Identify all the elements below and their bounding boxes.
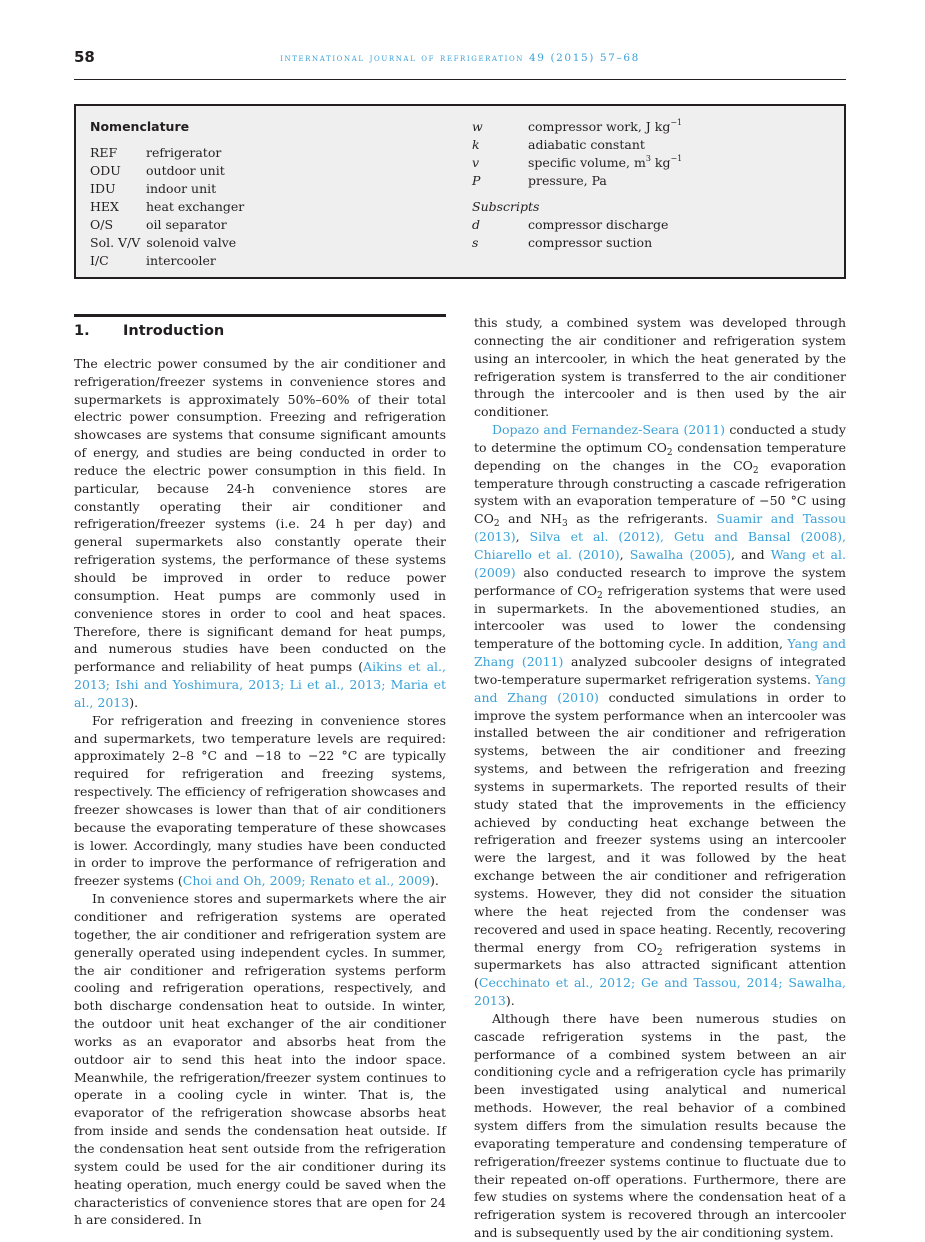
running-head: international journal of refrigeration 49 (2015) 57–68 <box>280 52 640 64</box>
nomenclature-symbol: w <box>472 119 483 134</box>
nomenclature-entry <box>472 234 832 252</box>
paragraph: Dopazo and Fernandez-Seara (2011) conducted a study to determine the optimum $CO_2$ condensation temperature depending on the changes in the $CO_2$ evaporation temperature through constructing a cascade refrigeration system with an evaporation temperature of −50 °C using $CO_2$ and $NH_3$ as the refrigerants. Suamir and Tassou (2013), Silva et al. (2012), Getu and Bansal (2008), Chiarello et al. (2010), Sawalha (2005), and Wang et al. (2009) also conducted research to improve the system performance of $CO_2$ refrigeration systems that were used in supermarkets. In the abovementioned studies, an intercooler was used to lower the condensing temperature of the bottoming cycle. In addition, Yang and Zhang (2011) analyzed subcooler designs of integrated two-temperature supermarket refrigeration systems. Yang and Zhang (2010) conducted simulations in order to improve the system performance when an intercooler was installed between the air conditioner and refrigeration systems, between the air conditioner and freezing systems, and between the refrigeration and freezing systems in supermarkets. The reported results of their study stated that the improvements in the efficiency achieved by conducting heat exchange between the refrigeration and freezer systems using an intercooler were the largest, and it was followed by the heat exchange between the air conditioner and refrigeration systems. However, they did not consider the situation where the heat rejected from the condenser was recovered and used in space heating. Recently, recovering thermal energy from $CO_2$ refrigeration systems in supermarkets has also attracted significant attention (Cecchinato et al., 2012; Ge and Tassou, 2014; Sawalha, 2013). <box>474 422 847 1009</box>
paragraph: In convenience stores and supermarkets where the air conditioner and refrigeration systems are operated together, the air conditioner and refrigeration system are generally operated using independent cycles. In summer, the air conditioner and refrigeration systems perform cooling and refrigeration operations, respectively, and both discharge condensation heat to outside. In winter, the outdoor unit heat exchanger of the air conditioner works as an evaporator and absorbs heat from the outdoor air to send this heat into the indoor space. Meanwhile, the refrigeration/freezer system continues to operate in a cooling cycle in winter. That is, the evaporator of the refrigeration showcase absorbs heat from inside and sends the condensation heat outside. If the condensation heat sent outside from the refrigeration system could be used for the air conditioner during its heating operation, much energy could be saved when the characteristics of convenience stores that are open for 24 h are considered. In <box>74 891 446 1228</box>
paragraph: this study, a combined system was developed through connecting the air conditioner and refrigeration system using an intercooler, in which the heat generated by the refrigeration system is transferred to the air conditioner through the intercooler and is then used by the air conditioner. <box>474 315 846 420</box>
section-title: Introduction <box>123 323 225 339</box>
citation-link[interactable]: Yang and Zhang (2010) <box>474 671 846 705</box>
nomenclature-title: Nomenclature <box>90 119 190 134</box>
nomenclature-definition <box>528 118 682 136</box>
left-column <box>74 314 446 1229</box>
nomenclature-entry <box>90 216 450 234</box>
nomenclature-symbol: I/C <box>90 253 109 268</box>
right-column <box>474 314 846 1242</box>
nomenclature-symbol: k <box>472 137 480 152</box>
nomenclature-definition: indoor unit <box>146 181 217 196</box>
citation-link[interactable]: Aikins et al., 2013; Ishi and Yoshimura, 2013; Li et al., 2013; Maria et al., 2013 <box>74 659 447 710</box>
nomenclature-definition: refrigerator <box>146 145 222 160</box>
nomenclature-symbol: P <box>472 173 481 188</box>
nomenclature-symbol: Sol. V/V <box>90 235 141 250</box>
nomenclature-entry <box>472 154 832 172</box>
citation-link[interactable]: Sawalha (2005) <box>629 546 732 562</box>
nomenclature-entry <box>90 162 450 180</box>
citation-link[interactable]: Yang and Zhang (2011) <box>474 636 847 670</box>
paragraph: For refrigeration and freezing in convenience stores and supermarkets, two temperature levels are required: approximately 2–8 °C and −18 to −22 °C are typically required for refrigeration and freezing systems, respectively. The efficiency of refrigeration showcases and freezer showcases is lower than that of air conditioners because the evaporating temperature of these showcases is lower. Accordingly, many studies have been conducted in order to improve the performance of refrigeration and freezer systems (Choi and Oh, 2009; Renato et al., 2009). <box>74 712 446 889</box>
nomenclature-entry <box>472 118 832 136</box>
nomenclature-symbol: IDU <box>90 181 116 196</box>
citation-link[interactable]: Choi and Oh, 2009; Renato et al., 2009 <box>182 873 431 889</box>
nomenclature-entry <box>90 180 450 198</box>
definition-text: compressor work, J kg <box>528 119 671 134</box>
section-rule <box>74 314 446 317</box>
nomenclature-entry <box>472 216 832 234</box>
citation-link[interactable]: Suamir and Tassou (2013) <box>474 511 846 545</box>
definition-superscript: −1 <box>670 118 683 127</box>
citation-link[interactable]: Cecchinato et al., 2012; Ge and Tassou, 2014; Sawalha, 2013 <box>474 975 846 1009</box>
nomenclature-symbol: v <box>472 155 480 170</box>
nomenclature-definition: adiabatic constant <box>528 137 645 152</box>
nomenclature-definition: heat exchanger <box>146 199 245 214</box>
section-heading <box>74 323 446 341</box>
nomenclature-definition: compressor discharge <box>528 217 669 232</box>
nomenclature-definition: outdoor unit <box>146 163 225 178</box>
nomenclature-definition: oil separator <box>146 217 227 232</box>
nomenclature-symbol: REF <box>90 145 118 160</box>
nomenclature-symbol: O/S <box>90 217 114 232</box>
nomenclature-definition <box>528 154 682 172</box>
paragraph: The electric power consumed by the air conditioner and refrigeration/freezer systems in convenience stores and supermarkets is approximately 50%–60% of their total electric power consumption. Freezing and refrigeration showcases are systems that consume significant amounts of energy, and studies are being conducted in order to reduce the electric power consumption in this field. In particular, because 24-h convenience stores are constantly operating their air conditioner and refrigeration/freezer systems (i.e. 24 h per day) and general supermarkets also constantly operate their refrigeration systems, the performance of these systems should be improved in order to reduce power consumption. Heat pumps are commonly used in convenience stores in order to cool and heat spaces. Therefore, there is significant demand for heat pumps, and numerous studies have been conducted on the performance and reliability of heat pumps (Aikins et al., 2013; Ishi and Yoshimura, 2013; Li et al., 2013; Maria et al., 2013). <box>74 355 447 710</box>
nomenclature-entry <box>90 252 450 270</box>
page-number: 58 <box>74 48 95 66</box>
nomenclature-definition: compressor suction <box>528 235 653 250</box>
nomenclature-left <box>90 118 450 270</box>
nomenclature-symbol: ODU <box>90 163 121 178</box>
citation-link[interactable]: Silva et al. (2012), Getu and Bansal (2008), Chiarello et al. (2010) <box>474 529 846 562</box>
definition-text: kg <box>650 155 671 170</box>
nomenclature-definition: pressure, Pa <box>528 173 607 188</box>
nomenclature-definition: solenoid valve <box>146 235 237 250</box>
section-number: 1. <box>74 323 90 339</box>
subscripts-title: Subscripts <box>472 199 540 214</box>
definition-superscript: −1 <box>670 154 683 163</box>
definition-text: specific volume, m <box>528 155 646 170</box>
nomenclature-right <box>472 118 832 252</box>
header-rule <box>74 79 846 80</box>
paragraph: Although there have been numerous studies on cascade refrigeration systems in the past, the performance of a combined system between an air conditioning cycle and a refrigeration cycle has primarily been investigated using analytical and numerical methods. However, the real behavior of a combined system differs from the simulation results because the evaporating temperature and condensing temperature of refrigeration/freezer systems continue to fluctuate due to their repeated on-off operations. Furthermore, there are few studies on systems where the condensation heat of a refrigeration system is recovered through an intercooler and is subsequently used by the air conditioning system. <box>474 1010 846 1241</box>
citation-link[interactable]: Dopazo and Fernandez-Seara (2011) <box>492 422 726 438</box>
nomenclature-symbol: d <box>472 217 481 232</box>
definition-superscript: 3 <box>645 154 651 163</box>
nomenclature-entry <box>90 144 450 162</box>
nomenclature-definition: intercooler <box>146 253 216 268</box>
nomenclature-symbol: HEX <box>90 199 119 214</box>
citation-link[interactable]: Wang et al. (2009) <box>474 546 846 580</box>
nomenclature-symbol: s <box>472 235 479 250</box>
nomenclature-entry <box>472 136 832 154</box>
nomenclature-entry <box>472 172 832 190</box>
nomenclature-box <box>74 104 846 279</box>
nomenclature-entry <box>90 198 450 216</box>
nomenclature-entry <box>90 234 450 252</box>
